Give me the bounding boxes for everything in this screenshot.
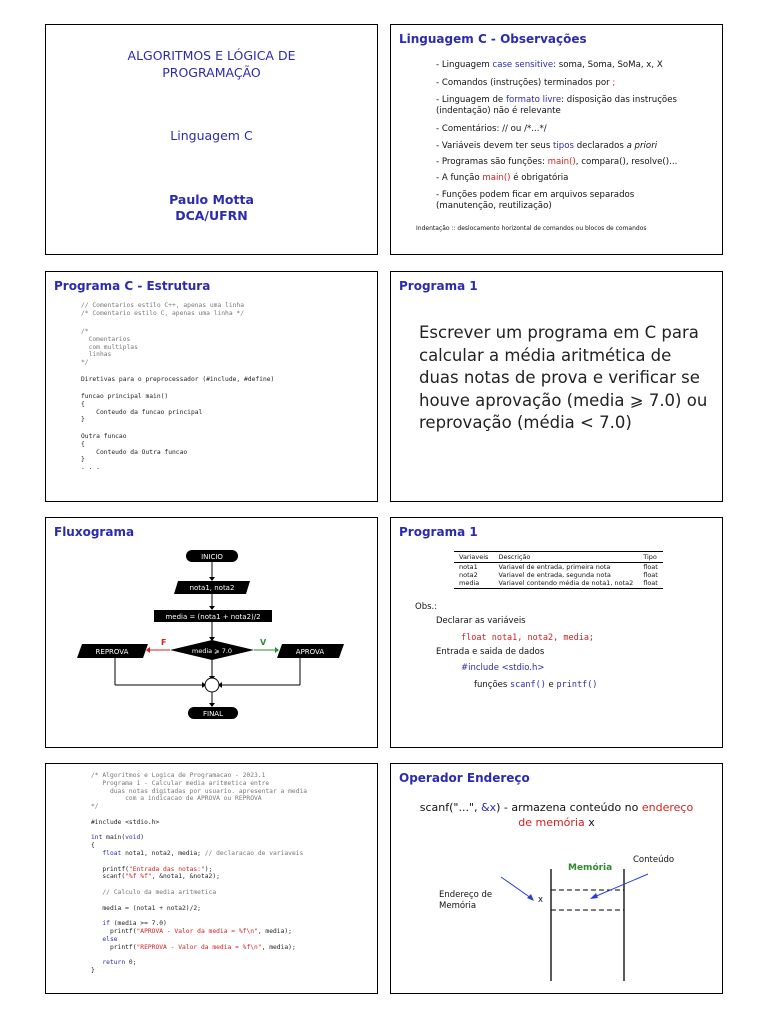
course-title-line1: ALGORITMOS E LÓGICA DE [127, 48, 296, 63]
slide-title: Programa 1 [399, 279, 478, 293]
table-cell: nota2 [459, 571, 478, 579]
slide-fluxograma [45, 517, 378, 748]
slide-codigo [45, 763, 378, 994]
slide-title [45, 24, 378, 255]
obs-label: Obs.: [415, 602, 438, 612]
start-label: INICIO [201, 553, 223, 561]
slide-title: Fluxograma [54, 525, 135, 539]
table-cell: float [643, 563, 658, 571]
endereco-label: Endereço de Memória [439, 890, 493, 911]
code-other-function: Outra funcao { Conteudo da Outra funcao } . . . [81, 433, 188, 472]
table-cell: float [638, 579, 663, 589]
table-cell: Variavel contendo média de nota1, nota2 [493, 579, 638, 589]
functions-text: funções scanf() e printf() [474, 680, 598, 690]
bullet-free-format: - Linguagem de formato livre: disposição das instruções (indentação) não é relevante [436, 95, 677, 116]
table-header: Tipo [638, 552, 663, 563]
code-comment-multiline: /* Comentarios com multiplas linhas */ [81, 328, 138, 367]
memory-diagram [391, 764, 722, 993]
final-label: FINAL [202, 710, 224, 718]
bullet-main: - A função main() é obrigatória [436, 173, 569, 183]
code-directives: Diretivas para o preprocessador (#include, #define) [81, 376, 275, 383]
table-row [454, 563, 663, 572]
table-row [454, 571, 663, 579]
table-cell: nota1 [459, 563, 478, 571]
table-cell: float [643, 571, 658, 579]
course-title-line2: PROGRAMAÇÃO [162, 65, 261, 80]
table-cell: Variavel de entrada, primeira nota [498, 563, 611, 571]
problem-statement: Escrever um programa em C para calcular a média aritmética de duas notas de prova e verificar se houve aprovação (media ⩾ 7.0) ou reprovação (média < 7.0) [419, 323, 708, 432]
bullet-case-sensitive: - Linguagem case sensitive: soma, Soma, SoMa, x, X [436, 60, 663, 70]
true-label: V [260, 638, 267, 647]
table-cell: Variavel de entrada, segunda nota [498, 571, 611, 579]
code-main-block: funcao principal main() { Conteudo da funcao principal } [81, 393, 203, 424]
table-header: Variaveis [454, 552, 493, 563]
bullet-types: - Variáveis devem ter seus tipos declarados a priori [436, 141, 658, 151]
false-label: F [161, 638, 167, 647]
conteudo-label: Conteúdo [633, 855, 675, 865]
table-row [454, 579, 663, 589]
slide-title: Operador Endereço [399, 771, 530, 785]
code-comment-cpp: // Comentarios estilo C++, apenas uma linha [81, 302, 245, 309]
reprova-label: REPROVA [95, 648, 129, 656]
table-header: Descrição [493, 552, 638, 563]
indentation-note: Indentação :: deslocamento horizontal de comandos ou blocos de comandos [416, 225, 647, 232]
flowchart [46, 518, 377, 747]
slide-title: Programa C - Estrutura [54, 279, 211, 293]
process-label: media = (nota1 + nota2)/2 [165, 613, 261, 621]
input-label: nota1, nota2 [189, 584, 235, 592]
include-code: #include <stdio.h> [461, 663, 545, 673]
subtitle: Linguagem C [170, 128, 253, 143]
slide-title: Linguagem C - Observações [399, 32, 587, 46]
connector-circle [205, 678, 219, 692]
course-title [46, 47, 377, 81]
code-comment-c: /* Comentario estilo C, apenas uma linha */ [81, 310, 245, 317]
author-name: Paulo Motta [169, 192, 254, 207]
declare-text: Declarar as variáveis [436, 616, 526, 626]
slide-estrutura [45, 271, 378, 502]
io-text: Entrada e saida de dados [436, 647, 545, 657]
declare-code: float nota1, nota2, media; [461, 633, 595, 643]
bullet-comments: - Comentários: // ou /*...*/ [436, 124, 547, 134]
x-label: x [538, 895, 544, 905]
slide-observacoes [390, 24, 723, 255]
aprova-label: APROVA [295, 648, 325, 656]
bullet-terminator: - Comandos (instruções) terminados por ; [436, 78, 616, 88]
author-block [46, 192, 377, 224]
slide-operador-endereco [390, 763, 723, 994]
bullet-functions: - Programas são funções: main(), compara(), resolve()... [436, 157, 678, 167]
slide-programa1-variaveis [390, 517, 723, 748]
variables-table [454, 551, 663, 589]
affiliation: DCA/UFRN [175, 208, 248, 223]
slide-programa1-enunciado [390, 271, 723, 502]
memoria-label: Memória [568, 863, 613, 873]
slide-title: Programa 1 [399, 525, 478, 539]
bullet-separate-files: - Funções podem ficar em arquivos separados (manutenção, reutilização) [436, 190, 635, 211]
source-code: /* Algoritmos e Logica de Programacao - 2023.1 Programa 1 - Calcular media aritmetica entre duas notas digitadas por usuario. apresentar a media com a indicacao de APROVA ou REPROVA */ #include <stdio.h> int main(void) { float nota1, nota2, media; // declaracao de variaveis printf("Entrada das notas:"); scanf("%f %f", &nota1, &nota2); // Calculo da media aritmetica media = (nota1 + nota2)/2; if (media >= 7.0) printf("APROVA - Valor da media = %f\n", media); else printf("REPROVA - Valor da media = %f\n", media); return 0; } [91, 772, 308, 974]
decision-label: media ⩾ 7.0 [191, 647, 233, 655]
table-cell: media [454, 579, 493, 589]
scanf-explanation: scanf("...", &x) - armazena conteúdo no endereço de memória x [419, 801, 694, 829]
